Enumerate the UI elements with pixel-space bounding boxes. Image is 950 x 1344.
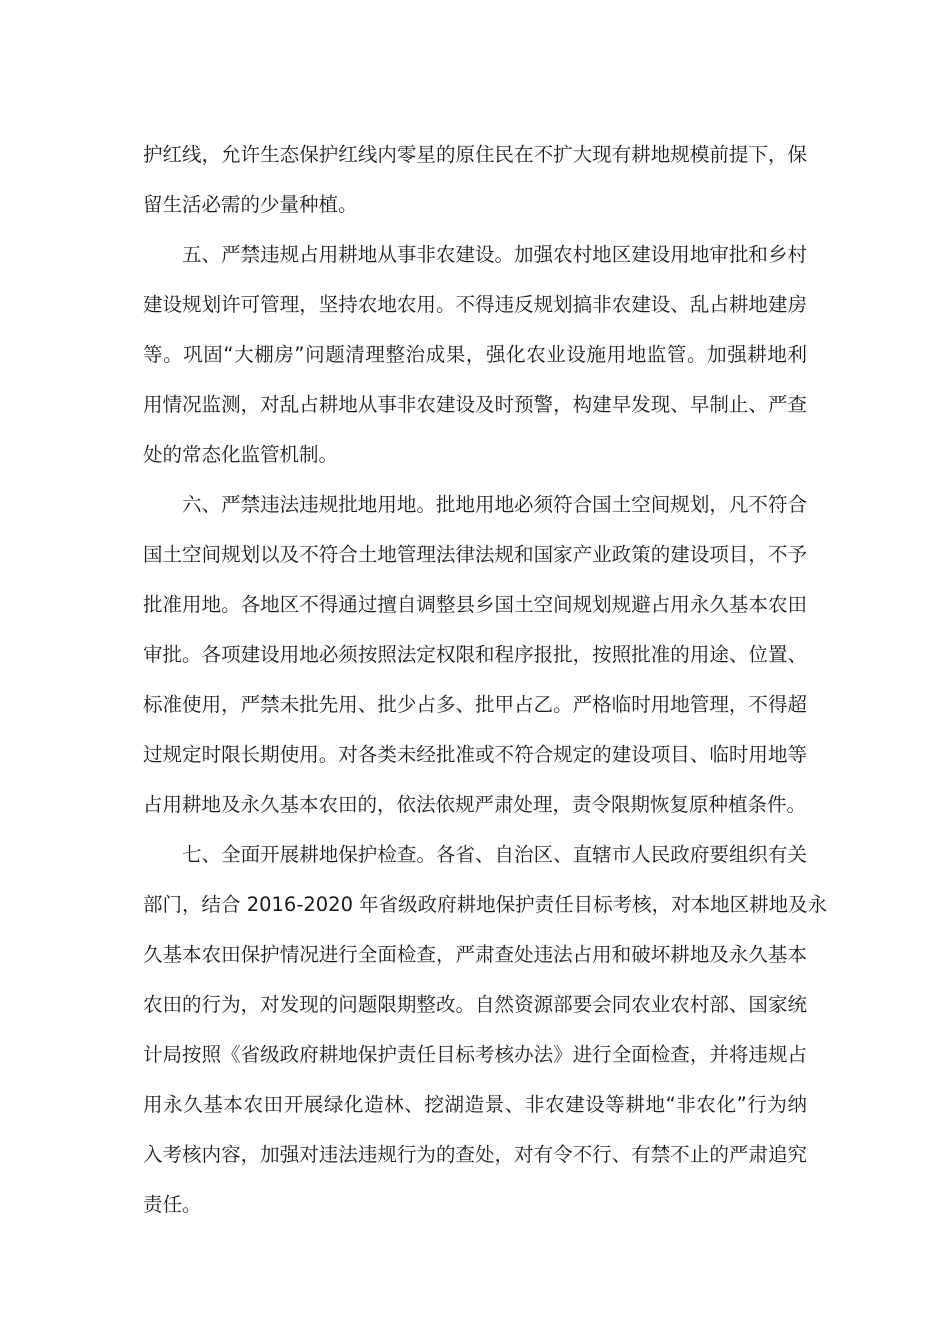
text-line: 批准用地。各地区不得通过擅自调整县乡国土空间规划规避占用永久基本农田 bbox=[143, 593, 807, 616]
text-line: 护红线，允许生态保护红线内零星的原住民在不扩大现有耕地规模前提下，保 bbox=[143, 143, 807, 166]
text-line: 用情况监测，对乱占耕地从事非农建设及时预警，构建早发现、早制止、严查 bbox=[143, 393, 807, 416]
paragraph-section-seven bbox=[143, 830, 828, 1230]
text-line: 七、全面开展耕地保护检查。各省、自治区、直辖市人民政府要组织有关 bbox=[182, 843, 807, 866]
text-line: 计局按照《省级政府耕地保护责任目标考核办法》进行全面检查，并将违规占 bbox=[143, 1043, 807, 1066]
text-line: 建设规划许可管理，坚持农地农用。不得违反规划搞非农建设、乱占耕地建房 bbox=[143, 293, 807, 316]
paragraph-continued bbox=[143, 130, 807, 230]
text-line: 六、严禁违法违规批地用地。批地用地必须符合国土空间规划，凡不符合 bbox=[182, 493, 807, 516]
text-line: 久基本农田保护情况进行全面检查，严肃查处违法占用和破坏耕地及永久基本 bbox=[143, 943, 807, 966]
text-line: 部门，结合 2016-2020 年省级政府耕地保护责任目标考核，对本地区耕地及永 bbox=[143, 893, 828, 916]
text-line: 农田的行为，对发现的问题限期整改。自然资源部要会同农业农村部、国家统 bbox=[143, 993, 807, 1016]
text-line: 五、严禁违规占用耕地从事非农建设。加强农村地区建设用地审批和乡村 bbox=[182, 243, 807, 266]
paragraph-section-five bbox=[143, 230, 807, 480]
document-body bbox=[143, 130, 828, 1230]
text-line: 处的常态化监管机制。 bbox=[143, 443, 339, 466]
text-line: 用永久基本农田开展绿化造林、挖湖造景、非农建设等耕地“非农化”行为纳 bbox=[143, 1093, 807, 1116]
text-line: 等。巩固“大棚房”问题清理整治成果，强化农业设施用地监管。加强耕地利 bbox=[143, 343, 807, 366]
text-line: 审批。各项建设用地必须按照法定权限和程序报批，按照批准的用途、位置、 bbox=[143, 643, 807, 666]
text-line: 入考核内容，加强对违法违规行为的查处，对有令不行、有禁不止的严肃追究 bbox=[143, 1143, 807, 1166]
text-line: 国土空间规划以及不符合土地管理法律法规和国家产业政策的建设项目，不予 bbox=[143, 543, 807, 566]
text-line: 责任。 bbox=[143, 1193, 202, 1216]
text-line: 留生活必需的少量种植。 bbox=[143, 193, 358, 216]
text-line: 占用耕地及永久基本农田的，依法依规严肃处理，责令限期恢复原种植条件。 bbox=[143, 793, 807, 816]
paragraph-section-six bbox=[143, 480, 807, 830]
text-line: 标准使用，严禁未批先用、批少占多、批甲占乙。严格临时用地管理，不得超 bbox=[143, 693, 807, 716]
text-line: 过规定时限长期使用。对各类未经批准或不符合规定的建设项目、临时用地等 bbox=[143, 743, 807, 766]
